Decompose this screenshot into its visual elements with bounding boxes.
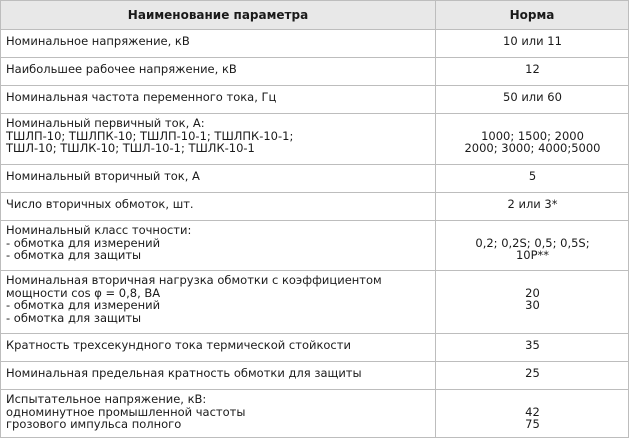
- param-line: Кратность трехсекундного тока термической стойкости: [6, 338, 351, 352]
- param-line: Номинальный вторичный ток, А: [6, 169, 200, 183]
- value-cell: [436, 271, 628, 333]
- value-cell: [436, 362, 628, 389]
- value-line: 42: [525, 404, 540, 419]
- value-line: 2000; 3000; 4000;5000: [464, 141, 601, 155]
- value-cell: [436, 165, 628, 192]
- value-line: [441, 117, 624, 130]
- value-cell: [436, 193, 628, 220]
- table-row: [1, 221, 628, 270]
- table-row: [1, 30, 628, 57]
- header-norm: Норма: [436, 1, 628, 29]
- param-line: - обмотка для защиты: [6, 248, 142, 262]
- value-line: 1000; 1500; 2000: [481, 128, 584, 143]
- value-line: 50 или 60: [503, 90, 562, 104]
- param-line: Испытательное напряжение, кВ:: [6, 392, 207, 406]
- param-line: - обмотка для измерений: [6, 298, 161, 312]
- param-line: одноминутное промышленной частоты: [6, 404, 246, 419]
- value-line: 30: [525, 298, 540, 312]
- param-line: Номинальное напряжение, кВ: [6, 34, 190, 48]
- value-line: 5: [528, 169, 537, 183]
- param-line: Наибольшее рабочее напряжение, кВ: [6, 62, 237, 76]
- value-line: [441, 274, 624, 287]
- value-cell: [436, 390, 628, 437]
- param-line: ТШЛП-10; ТШЛПК-10; ТШЛП-10-1; ТШЛПК-10-1;: [6, 128, 294, 143]
- value-line: 20: [525, 285, 540, 300]
- param-cell: [1, 165, 435, 192]
- table-row: [1, 334, 628, 361]
- param-line: ТШЛ-10; ТШЛК-10; ТШЛ-10-1; ТШЛК-10-1: [6, 141, 255, 155]
- value-cell: [436, 114, 628, 164]
- value-cell: [436, 86, 628, 113]
- param-line: Номинальная предельная кратность обмотки для защиты: [6, 366, 362, 380]
- param-line: Номинальный первичный ток, А:: [6, 116, 205, 130]
- param-line: мощности cos φ = 0,8, ВА: [6, 285, 161, 300]
- param-cell: [1, 390, 435, 437]
- table-row: [1, 114, 628, 164]
- table-row: [1, 390, 628, 437]
- table-row: [1, 165, 628, 192]
- param-cell: [1, 362, 435, 389]
- param-cell: [1, 58, 435, 85]
- param-line: грозового импульса полного: [6, 417, 182, 431]
- value-cell: [436, 58, 628, 85]
- param-cell: [1, 221, 435, 270]
- value-line: 10 или 11: [503, 34, 562, 48]
- value-line: 10P**: [515, 248, 550, 262]
- value-line: 0,2; 0,2S; 0,5; 0,5S;: [475, 235, 590, 250]
- value-line: 25: [525, 366, 540, 380]
- header-parameter: Наименование параметра: [1, 1, 435, 29]
- param-cell: [1, 114, 435, 164]
- param-line: Число вторичных обмоток, шт.: [6, 197, 194, 211]
- param-cell: [1, 334, 435, 361]
- value-cell: [436, 334, 628, 361]
- table-row: [1, 362, 628, 389]
- value-cell: [436, 30, 628, 57]
- table-row: [1, 193, 628, 220]
- value-line: 12: [525, 62, 540, 76]
- value-line: [441, 224, 624, 237]
- param-line: Номинальный класс точности:: [6, 223, 192, 237]
- value-line: 35: [525, 338, 540, 352]
- param-cell: [1, 193, 435, 220]
- param-line: Номинальная вторичная нагрузка обмотки с коэффициентом: [6, 273, 382, 287]
- param-line: Номинальная частота переменного тока, Гц: [6, 90, 277, 104]
- value-line: [441, 393, 624, 406]
- table-row: [1, 58, 628, 85]
- value-line: 75: [525, 417, 540, 431]
- param-cell: [1, 271, 435, 333]
- param-cell: [1, 30, 435, 57]
- table-header-row: [1, 1, 628, 29]
- value-line: 2 или 3*: [507, 197, 558, 211]
- param-cell: [1, 86, 435, 113]
- param-line: - обмотка для защиты: [6, 310, 142, 325]
- table-row: [1, 86, 628, 113]
- table-row: [1, 271, 628, 333]
- value-cell: [436, 221, 628, 270]
- param-line: - обмотка для измерений: [6, 235, 161, 250]
